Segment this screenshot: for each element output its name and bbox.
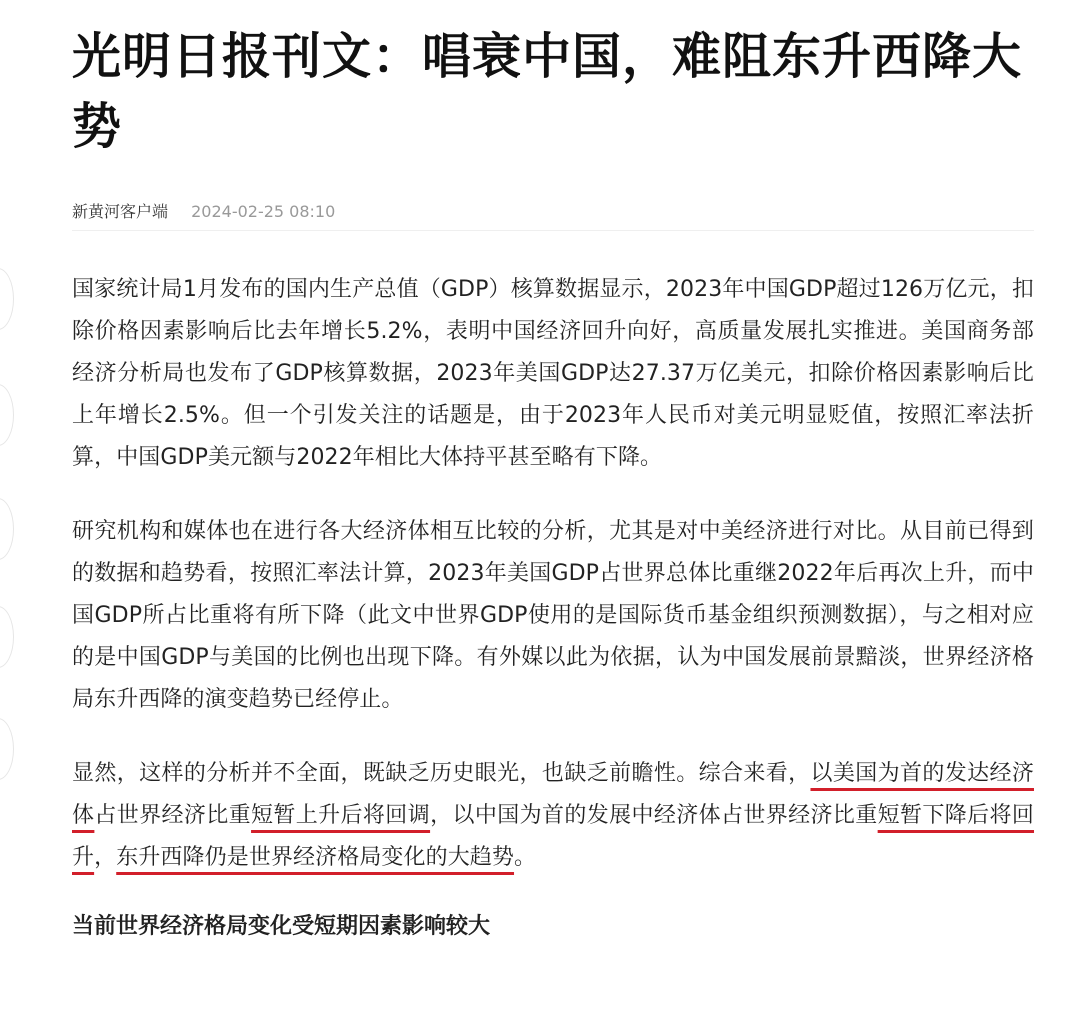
article-source[interactable]: 新黄河客户端 xyxy=(72,202,169,221)
underlined-phrase: 以美国为首的发达经济体 xyxy=(72,761,1034,828)
paragraph-3 xyxy=(72,753,1034,879)
text-segment: 显然，这样的分析并不全面，既缺乏历史眼光，也缺乏前瞻性。综合来看， xyxy=(72,761,811,786)
article-body xyxy=(72,269,1034,943)
edge-mark xyxy=(0,718,14,780)
article-date: 2024-02-25 08:10 xyxy=(191,202,336,221)
underlined-phrase: 东升西降仍是世界经济格局变化的大趋势 xyxy=(116,845,515,870)
article xyxy=(72,22,1034,943)
edge-mark xyxy=(0,384,14,446)
article-title: 光明日报刊文：唱衰中国，难阻东升西降大势 xyxy=(72,28,1023,155)
edge-mark xyxy=(0,498,14,560)
text-segment: ， xyxy=(94,845,117,870)
edge-mark xyxy=(0,606,14,668)
text-segment: 占世界经济比重 xyxy=(94,803,252,828)
text-segment: ，以中国为首的发展中经济体占世界经济比重 xyxy=(430,803,878,828)
section-heading: 当前世界经济格局变化受短期因素影响较大 xyxy=(72,914,491,939)
article-meta xyxy=(72,196,1034,231)
text-segment: 。 xyxy=(514,845,537,870)
left-edge-decoration xyxy=(0,0,14,1029)
underlined-phrase: 短暂下降后将回升 xyxy=(72,803,1035,870)
edge-mark xyxy=(0,268,14,330)
paragraph-1: 国家统计局1月发布的国内生产总值（GDP）核算数据显示，2023年中国GDP超过126万亿元，扣除价格因素影响后比去年增长5.2%，表明中国经济回升向好，高质量发展扎实推进。美国商务部经济分析局也发布了GDP核算数据，2023年美国GDP达27.37万亿美元，扣除价格因素影响后比上年增长2.5%。但一个引发关注的话题是，由于2023年人民币对美元明显贬值，按照汇率法折算，中国GDP美元额与2022年相比大体持平甚至略有下降。 xyxy=(72,277,1034,470)
underlined-phrase: 短暂上升后将回调 xyxy=(251,803,431,828)
paragraph-2: 研究机构和媒体也在进行各大经济体相互比较的分析，尤其是对中美经济进行对比。从目前已得到的数据和趋势看，按照汇率法计算，2023年美国GDP占世界总体比重继2022年后再次上升，而中国GDP所占比重将有所下降（此文中世界GDP使用的是国际货币基金组织预测数据），与之相对应的是中国GDP与美国的比例也出现下降。有外媒以此为依据，认为中国发展前景黯淡，世界经济格局东升西降的演变趋势已经停止。 xyxy=(72,519,1034,712)
